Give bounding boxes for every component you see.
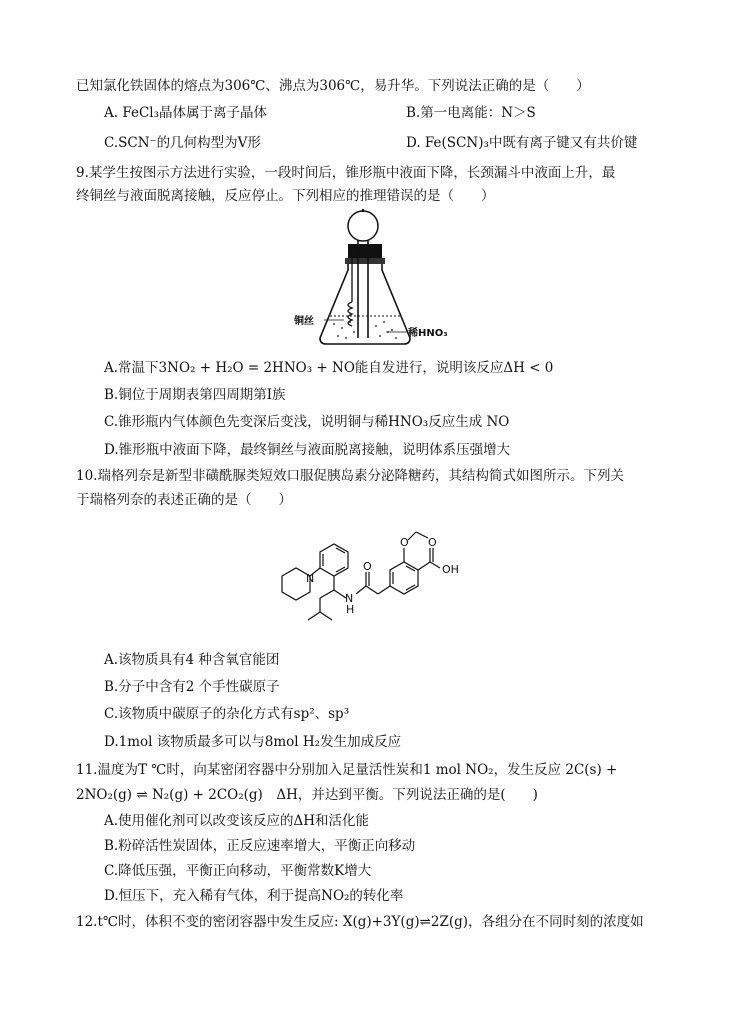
q9-stem-line1: 9.某学生按图示方法进行实验，一段时间后，锥形瓶中液面下降，长颈漏斗中液面上升，最 [76, 165, 616, 181]
q10-option-c: C.该物质中碳原子的杂化方式有sp²、sp³ [104, 706, 350, 722]
q9-option-b: B.铜位于周期表第四周期第Ⅰ族 [104, 387, 286, 403]
amide-o-label: O [363, 560, 372, 573]
ether-o-label: O [400, 536, 409, 549]
dilute-hno3-label: 稀HNO₃ [408, 328, 448, 339]
q8-option-d: D. Fe(SCN)₃中既有离子键又有共价键 [406, 135, 638, 151]
benzoic-ring [390, 562, 418, 594]
q8-option-b: B.第一电离能：N＞S [406, 105, 536, 121]
stopper [348, 244, 382, 258]
acid-oh-label: OH [442, 563, 459, 576]
q10-option-a: A.该物质具有4 种含氧官能团 [104, 652, 280, 668]
amide-h-label: H [346, 603, 355, 616]
funnel-bulb [348, 211, 378, 241]
q9-option-c: C.锥形瓶内气体颜色先变深后变浅，说明铜与稀HNO₃反应生成 NO [104, 414, 510, 430]
acid-o-label: O [428, 536, 437, 549]
copper-wire-label: 铜丝 [294, 316, 314, 327]
q8-option-c: C.SCN⁻的几何构型为V形 [104, 135, 261, 151]
erlenmeyer-flask-figure [290, 206, 460, 352]
q10-stem-line1: 10.瑞格列奈是新型非磺酰脲类短效口服促胰岛素分泌降糖药，其结构简式如图所示。下列关 [76, 468, 624, 484]
q9-stem-line2: 终铜丝与液面脱离接触，反应停止。下列相应的推理错误的是（ ） [76, 188, 495, 204]
q11-option-c: C.降低压强，平衡正向移动，平衡常数K增大 [104, 863, 372, 879]
q11-stem-line2: 2NO₂(g) ⇌ N₂(g) + 2CO₂(g) ΔH，并达到平衡。下列说法正确的是( ) [76, 787, 538, 803]
q11-stem-line1: 11.温度为T ℃时，向某密闭容器中分别加入足量活性炭和1 mol NO₂，发生反应 2C(s) + [76, 762, 618, 778]
q11-option-d: D.恒压下，充入稀有气体，利于提高NO₂的转化率 [104, 888, 404, 904]
q12-stem-line1: 12.t℃时，体积不变的密闭容器中发生反应: X(g)+3Y(g)⇌2Z(g)，各组分在不同时刻的浓度如 [76, 914, 644, 930]
q10-option-b: B.分子中含有2 个手性碳原子 [104, 679, 280, 695]
q11-option-a: A.使用催化剂可以改变该反应的ΔH和活化能 [104, 813, 370, 829]
q8-stem: 已知氯化铁固体的熔点为306℃、沸点为306℃，易升华。下列说法正确的是（ ） [76, 78, 590, 94]
phenyl-ring [320, 544, 348, 576]
amide-n-label: N [345, 592, 354, 605]
q8-option-a: A. FeCl₃晶体属于离子晶体 [104, 105, 268, 121]
q10-option-d: D.1mol 该物质最多可以与8mol H₂发生加成反应 [104, 734, 402, 750]
q11-option-b: B.粉碎活性炭固体，正反应速率增大，平衡正向移动 [104, 838, 416, 854]
repaglinide-structure-figure [258, 524, 488, 644]
q9-option-a: A.常温下3NO₂ + H₂O = 2HNO₃ + NO能自发进行，说明该反应ΔH < 0 [104, 360, 554, 376]
q10-stem-line2: 于瑞格列奈的表述正确的是（ ） [76, 492, 292, 508]
q9-option-d: D.锥形瓶中液面下降，最终铜丝与液面脱离接触，说明体系压强增大 [104, 442, 511, 458]
piperidine-n-label: N [306, 572, 315, 585]
